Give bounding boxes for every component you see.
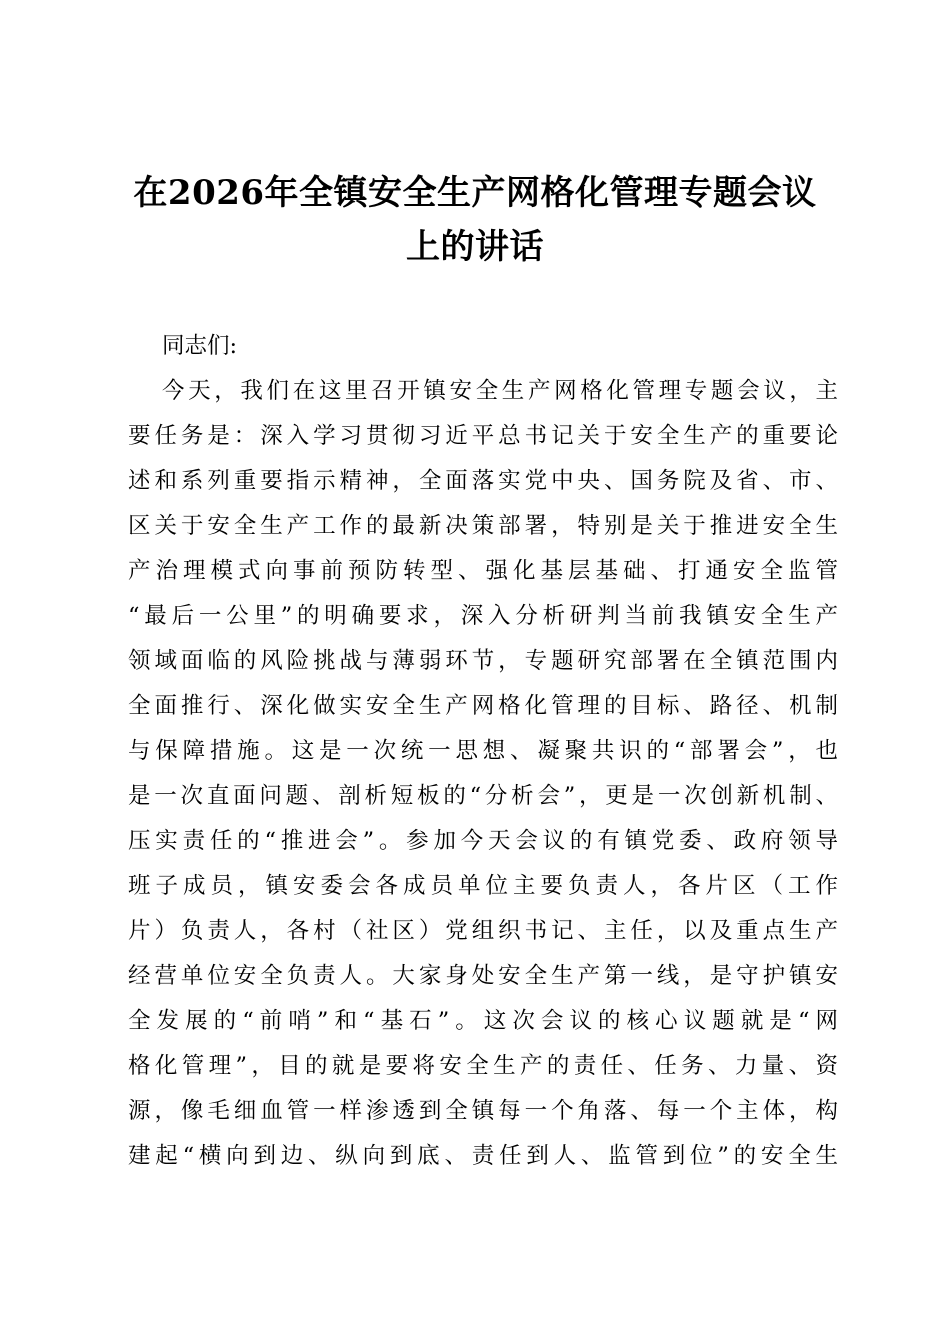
paragraph-line: 格化管理”，目的就是要将安全生产的责任、任务、力量、资 [128,1053,838,1079]
paragraph-line: 与保障措施。这是一次统一思想、凝聚共识的“部署会”，也 [128,738,838,764]
paragraph-line: 要任务是：深入学习贯彻习近平总书记关于安全生产的重要论 [128,423,838,449]
paragraph-line: 压实责任的“推进会”。参加今天会议的有镇党委、政府领导 [128,828,838,854]
paragraph-line: 区关于安全生产工作的最新决策部署，特别是关于推进安全生 [128,513,838,539]
paragraph-line: 领域面临的风险挑战与薄弱环节，专题研究部署在全镇范围内 [128,648,838,674]
paragraph-line: 源，像毛细血管一样渗透到全镇每一个角落、每一个主体，构 [128,1098,838,1124]
paragraph-line: 产治理模式向事前预防转型、强化基层基础、打通安全监管 [128,558,838,584]
document-body [128,324,838,1179]
title-line-1: 在2026年全镇安全生产网格化管理专题会议 [133,173,817,213]
paragraph-line: 班子成员，镇安委会各成员单位主要负责人，各片区（工作 [128,873,838,899]
paragraph-line: 是一次直面问题、剖析短板的“分析会”，更是一次创新机制、 [128,783,838,809]
title-line-2: 上的讲话 [406,227,544,267]
paragraph-line: 全面推行、深化做实安全生产网格化管理的目标、路径、机制 [128,693,838,719]
paragraph-line: 今天，我们在这里召开镇安全生产网格化管理专题会议，主 [162,378,838,404]
paragraph-line: “最后一公里”的明确要求，深入分析研判当前我镇安全生产 [128,603,838,629]
salutation: 同志们: [162,333,238,359]
paragraph-line: 经营单位安全负责人。大家身处安全生产第一线，是守护镇安 [128,963,838,989]
paragraph-line: 建起“横向到边、纵向到底、责任到人、监管到位”的安全生 [128,1143,838,1169]
paragraph-line: 述和系列重要指示精神，全面落实党中央、国务院及省、市、 [128,468,838,494]
document-title [0,166,950,274]
paragraph-line: 全发展的“前哨”和“基石”。这次会议的核心议题就是“网 [128,1008,838,1034]
paragraph-line: 片）负责人，各村（社区）党组织书记、主任，以及重点生产 [128,918,838,944]
